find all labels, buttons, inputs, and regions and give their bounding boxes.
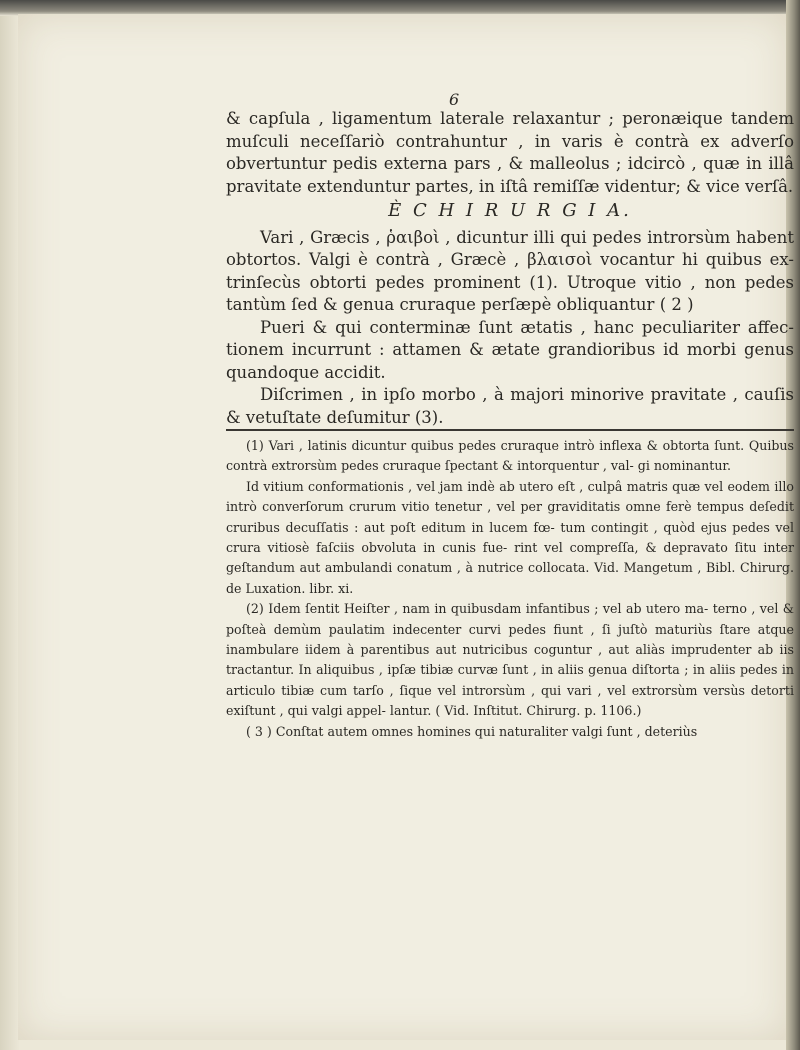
page-left-edge bbox=[0, 0, 20, 1050]
section-heading: È C H I R U R G I A. bbox=[388, 200, 632, 221]
main-paragraph-discrimen: Diſcrimen , in ipſo morbo , à majori minorive pravitate , cauſis & vetuſtate deſumitur (3). bbox=[226, 385, 794, 427]
main-text bbox=[226, 108, 794, 429]
footnote-1: (1) Vari , latinis dicuntur quibus pedes cruraque intrò inflexa & obtorta ſunt. Quibus contrà extrorsùm pedes cruraque ſpectant & intorquentur , val- gi nominantur. bbox=[226, 438, 794, 474]
footnote-2: (2) Idem ſentit Heiſter , nam in quibusdam infantibus ; vel ab utero ma- terno , vel & poſteà demùm paulatim indecenter curvi pedes fiunt , ſi juſtò maturiùs ſtare atque inambulare iidem à parentibus aut nutricibus coguntur , aut aliàs imprudenter ab iis tractantur. In aliquibus , ipſæ tibiæ curvæ ſunt , in aliis genua diſtorta ; in aliis pedes in articulo tibiæ cum tarſo , ſique vel introrsùm , qui vari , vel extrorsùm versùs detorti exiſtunt , qui valgi appel- lantur. ( Vid. Inſtitut. Chirurg. p. 1106.) bbox=[226, 601, 794, 719]
footnotes bbox=[226, 436, 794, 742]
main-paragraph-continued: & capſula , ligamentum laterale relaxantur ; peronæique tandem muſculi neceſſariò contrahuntur , in varis è contrà ex adverſo obvertuntur pedis externa pars , & malleolus ; idcircò , quæ in illâ pravitate extenduntur partes, in iſtâ remiſſæ videntur; & vice verſâ. bbox=[226, 109, 794, 196]
footnote-1-continued: Id vitium conformationis , vel jam indè ab utero eſt , culpâ matris quæ vel eodem illo intrò converſorum crurum vitio tenetur , vel per graviditatis omne ferè tempus deſedit cruribus decuſſatis : aut poſt editum in lucem fœ- tum contingit , quòd ejus pedes vel crura vitiosè faſciis obvoluta in cunis fue- rint vel compreſſa, & depravato ſitu inter geſtandum aut ambulandi conatum , à nutrice collocata. Vid. Mangetum , Bibl. Chirurg. de Luxation. libr. xi. bbox=[226, 478, 794, 596]
main-paragraph-vari: Vari , Græcis , ῥαιβοὶ , dicuntur illi qui pedes introrsùm habent obtortos. Valgi è contrà , Græcè , βλαισοὶ vocantur hi quibus ex- trinſecùs obtorti pedes prominent (1). Utroque vitio , non pedes tantùm ſed & genua cruraque perſæpè obliquantur ( 2 ) bbox=[226, 227, 794, 314]
footnote-separator-rule bbox=[226, 429, 794, 431]
main-paragraph-pueri: Pueri & qui conterminæ ſunt ætatis , hanc peculiariter affec- tionem incurrunt : attamen & ætate grandioribus id morbi genus quandoque accidit. bbox=[226, 317, 794, 382]
page-number: 6 bbox=[449, 90, 460, 109]
footnote-3: ( 3 ) Conſtat autem omnes homines qui naturaliter valgi ſunt , deteriùs bbox=[246, 723, 698, 739]
